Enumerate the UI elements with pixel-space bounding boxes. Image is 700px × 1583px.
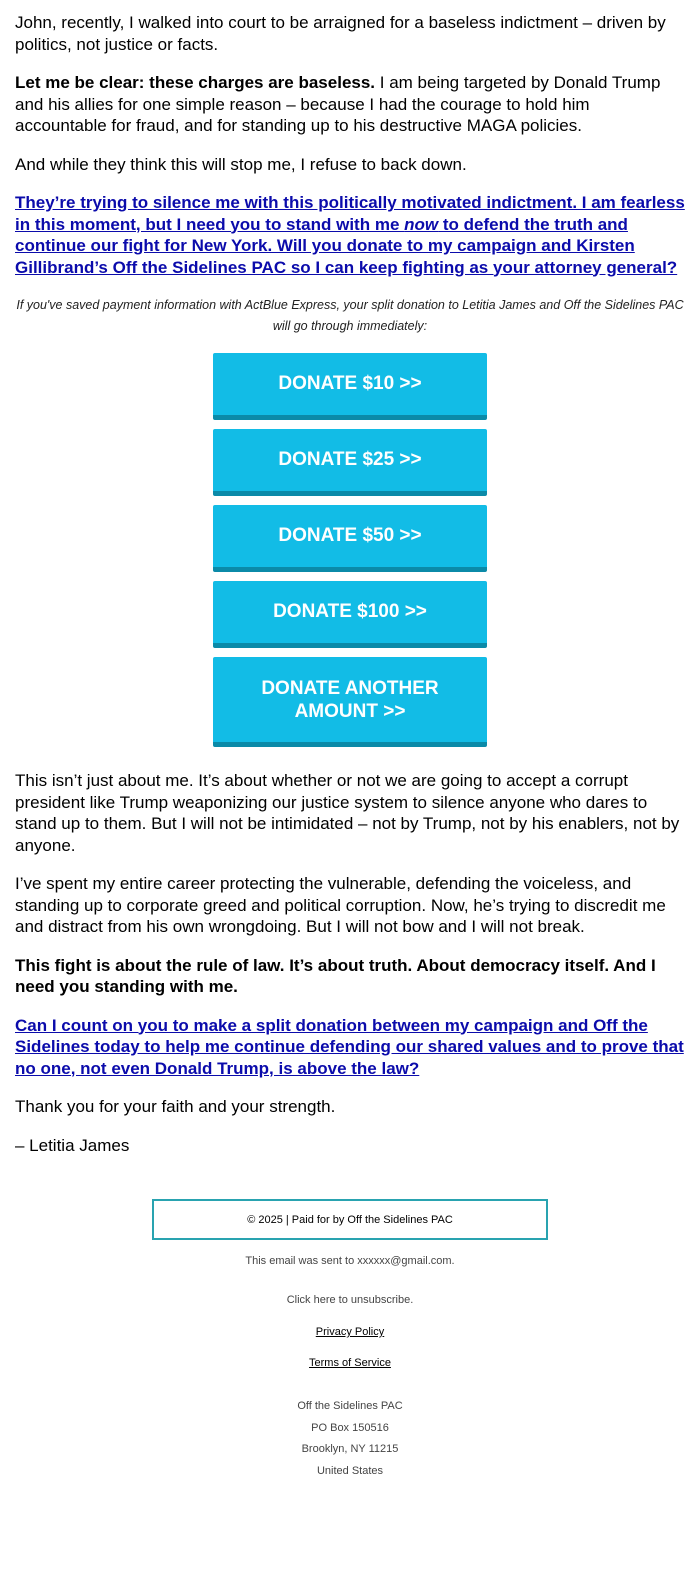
signature: – Letitia James <box>15 1135 130 1155</box>
charges-bold-lead: Let me be clear: these charges are baseless. <box>15 73 376 92</box>
intro-paragraph: John, recently, I walked into court to be arraigned for a baseless indictment – driven by politics, not justice or facts. <box>15 13 666 54</box>
career-paragraph: I’ve spent my entire career protecting the vulnerable, defending the voiceless, and standing up to corporate greed and political corruption. Now, he’s trying to discredit me and distract from his own wrongdoing. But I will not bow and I will not break. <box>15 874 666 936</box>
donate-100-button[interactable]: DONATE $100 >> <box>213 581 487 648</box>
address-line: PO Box 150516 <box>311 1421 389 1434</box>
paid-for-box <box>152 1199 548 1240</box>
donate-other-amount-button[interactable]: DONATE ANOTHER AMOUNT >> <box>213 657 487 747</box>
terms-of-service-link[interactable]: Terms of Service <box>309 1357 391 1369</box>
rule-of-law-paragraph: This fight is about the rule of law. It’s about truth. About democracy itself. And I need you standing with me. <box>15 955 656 996</box>
privacy-policy-link[interactable]: Privacy Policy <box>315 1326 385 1338</box>
paid-for-text: © 2025 | Paid for by Off the Sidelines PAC <box>247 1213 453 1226</box>
cta-text-part-1: They’re trying to silence me with this politically motivated indictment. I am fearless in this moment, but I need you to stand with me <box>15 193 685 234</box>
charges-paragraph <box>15 72 685 137</box>
refuse-paragraph: And while they think this will stop me, I refuse to back down. <box>15 154 467 174</box>
email-footer <box>15 1199 685 1482</box>
split-donation-paragraph <box>15 1015 685 1080</box>
cta-emphasis: now <box>404 214 439 234</box>
charges-rest: I am being targeted by Donald Trump and his allies for one simple reason – because I had the courage to hold him accountable for fraud, and for standing up to his destructive MAGA policies. <box>15 73 661 135</box>
cta-text-part-2: to defend the truth and continue our fight for New York. Will you donate to my campaign and Kirsten Gillibrand’s Off the Sidelines PAC so I can keep fighting as your attorney general? <box>15 214 678 277</box>
actblue-express-note: If you've saved payment information with ActBlue Express, your split donation to Letitia James and Off the Sidelines PAC will go through immediately: <box>16 298 684 333</box>
mailing-address <box>15 1396 685 1482</box>
split-donation-link[interactable]: Can I count on you to make a split donation between my campaign and Off the Sidelines today to help me continue defending our shared values and to prove that no one, not even Donald Trump, is above the law? <box>15 1015 684 1078</box>
donate-10-button[interactable]: DONATE $10 >> <box>213 353 487 420</box>
donate-cta-paragraph <box>15 192 685 278</box>
address-line: Brooklyn, NY 11215 <box>301 1443 399 1455</box>
donate-cta-link[interactable] <box>15 193 685 277</box>
thanks-paragraph: Thank you for your faith and your strength. <box>15 1097 336 1116</box>
address-line: Off the Sidelines PAC <box>297 1400 403 1412</box>
corrupt-president-paragraph: This isn’t just about me. It’s about whether or not we are going to accept a corrupt president like Trump weaponizing our justice system to silence anyone who dares to stand up to them. But I will not be intimidated – not by Trump, not by his enablers, not by anyone. <box>15 771 680 855</box>
donate-50-button[interactable]: DONATE $50 >> <box>213 505 487 572</box>
unsubscribe-link[interactable]: Click here to unsubscribe. <box>286 1294 414 1306</box>
donate-25-button[interactable]: DONATE $25 >> <box>213 429 487 496</box>
address-line: United States <box>316 1464 384 1477</box>
sent-to-text: This email was sent to xxxxxx@gmail.com. <box>245 1255 455 1267</box>
donate-buttons <box>15 353 685 756</box>
